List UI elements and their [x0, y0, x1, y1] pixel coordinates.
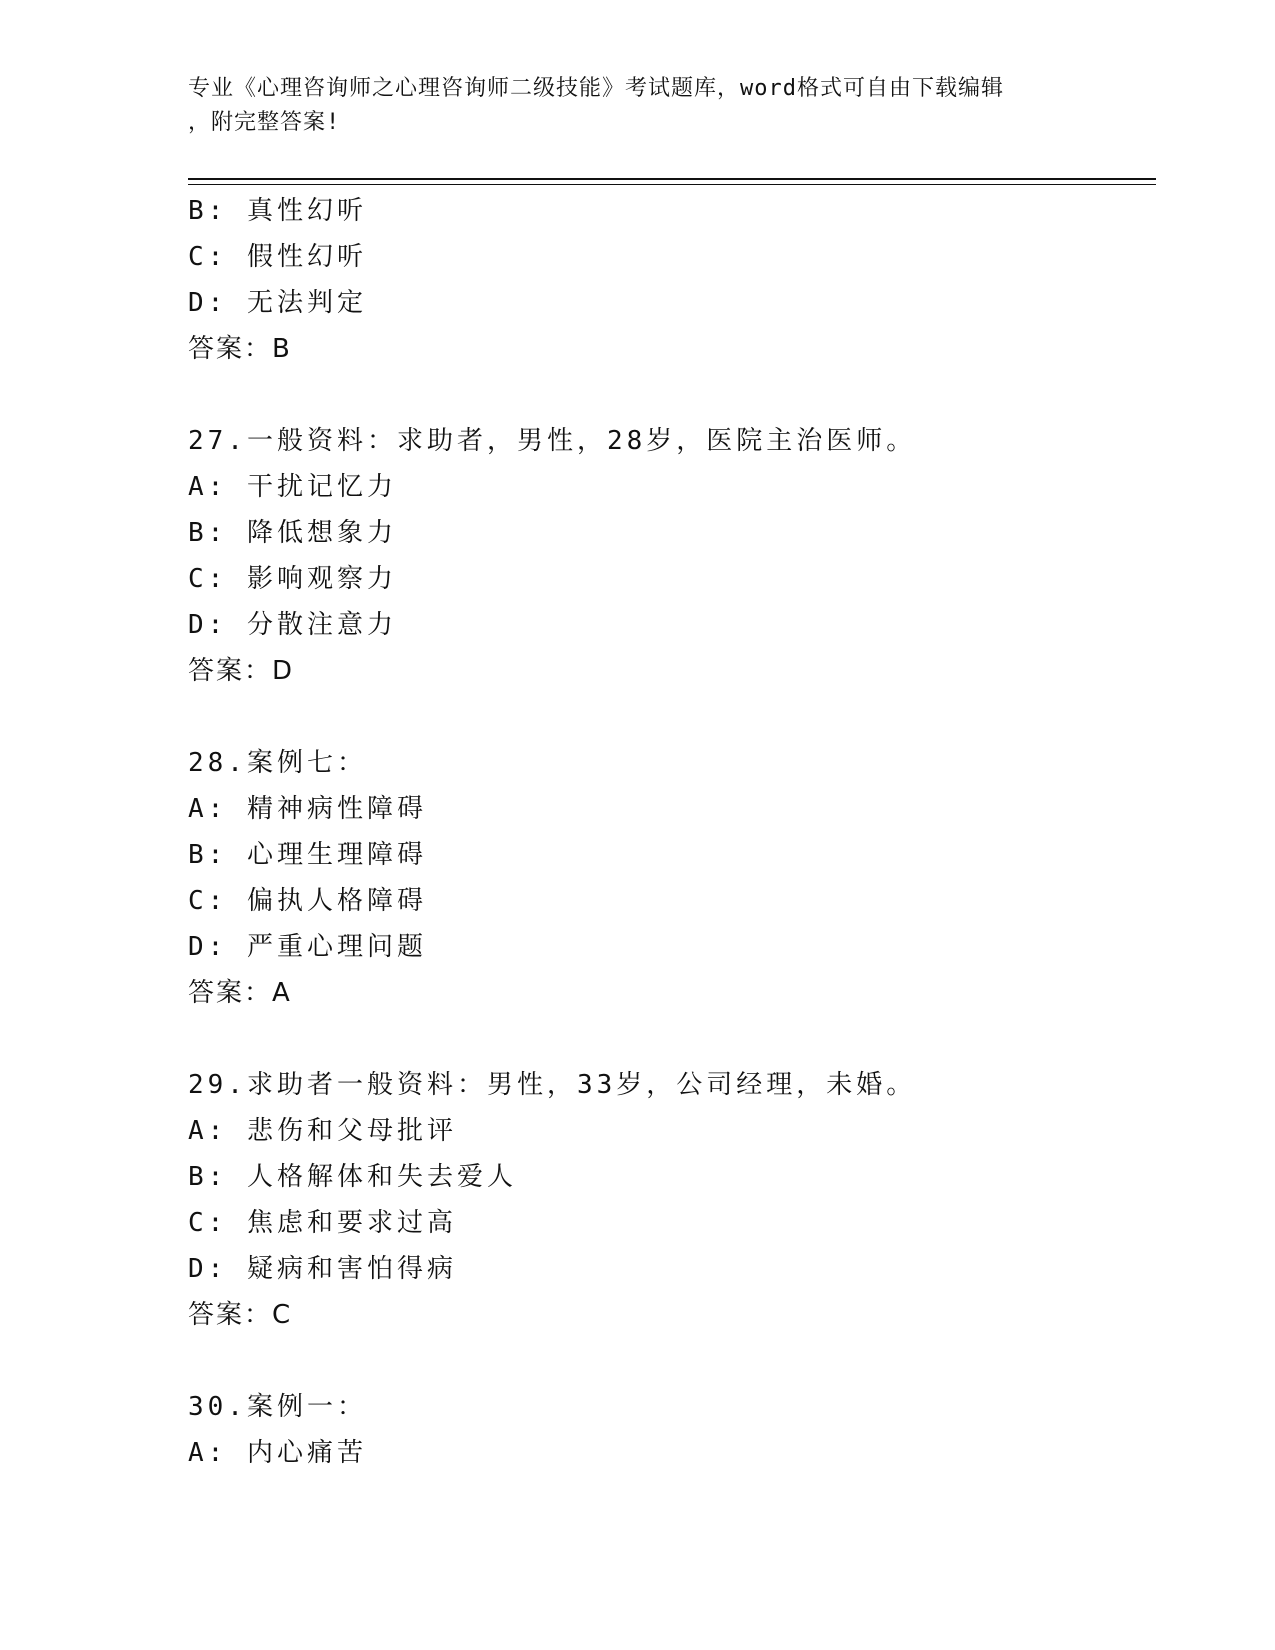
- question-block-28: [188, 740, 1148, 1016]
- question-block-29: [188, 1062, 1148, 1338]
- option-c: C: 影响观察力: [188, 564, 397, 594]
- option-a: A: 精神病性障碍: [188, 794, 427, 824]
- option-a: A: 干扰记忆力: [188, 472, 397, 502]
- question-spacer: [188, 1016, 1148, 1062]
- option-a: A: 内心痛苦: [188, 1438, 367, 1468]
- answer-line: 答案：B: [188, 334, 292, 364]
- question-spacer: [188, 372, 1148, 418]
- document-header: [188, 72, 1088, 140]
- header-divider-thick: [188, 178, 1156, 180]
- option-d: D: 无法判定: [188, 288, 367, 318]
- option-c: C: 焦虑和要求过高: [188, 1208, 457, 1238]
- header-title-line-1: 专业《心理咨询师之心理咨询师二级技能》考试题库，word格式可自由下载编辑: [188, 76, 1004, 101]
- answer-line: 答案：C: [188, 1300, 293, 1330]
- answer-line: 答案：D: [188, 656, 295, 686]
- question-spacer: [188, 694, 1148, 740]
- answer-line: 答案：A: [188, 978, 292, 1008]
- question-stem: 30.案例一：: [188, 1392, 367, 1422]
- option-b: B: 人格解体和失去爱人: [188, 1162, 517, 1192]
- option-c: C: 偏执人格障碍: [188, 886, 427, 916]
- option-a: A: 悲伤和父母批评: [188, 1116, 457, 1146]
- question-stem: 29.求助者一般资料：男性，33岁，公司经理，未婚。: [188, 1070, 917, 1100]
- question-spacer: [188, 1338, 1148, 1384]
- option-b: B: 心理生理障碍: [188, 840, 427, 870]
- option-b: B: 真性幻听: [188, 196, 367, 226]
- option-c: C: 假性幻听: [188, 242, 367, 272]
- question-list: [188, 188, 1148, 1476]
- question-block-27: [188, 418, 1148, 694]
- option-d: D: 分散注意力: [188, 610, 397, 640]
- header-divider-thin: [188, 184, 1156, 185]
- option-b: B: 降低想象力: [188, 518, 397, 548]
- question-stem: 28.案例七：: [188, 748, 367, 778]
- header-title-line-2: ，附完整答案!: [188, 110, 341, 135]
- question-block-26: [188, 188, 1148, 372]
- option-d: D: 严重心理问题: [188, 932, 427, 962]
- option-d: D: 疑病和害怕得病: [188, 1254, 457, 1284]
- question-block-30: [188, 1384, 1148, 1476]
- question-stem: 27.一般资料：求助者，男性，28岁，医院主治医师。: [188, 426, 917, 456]
